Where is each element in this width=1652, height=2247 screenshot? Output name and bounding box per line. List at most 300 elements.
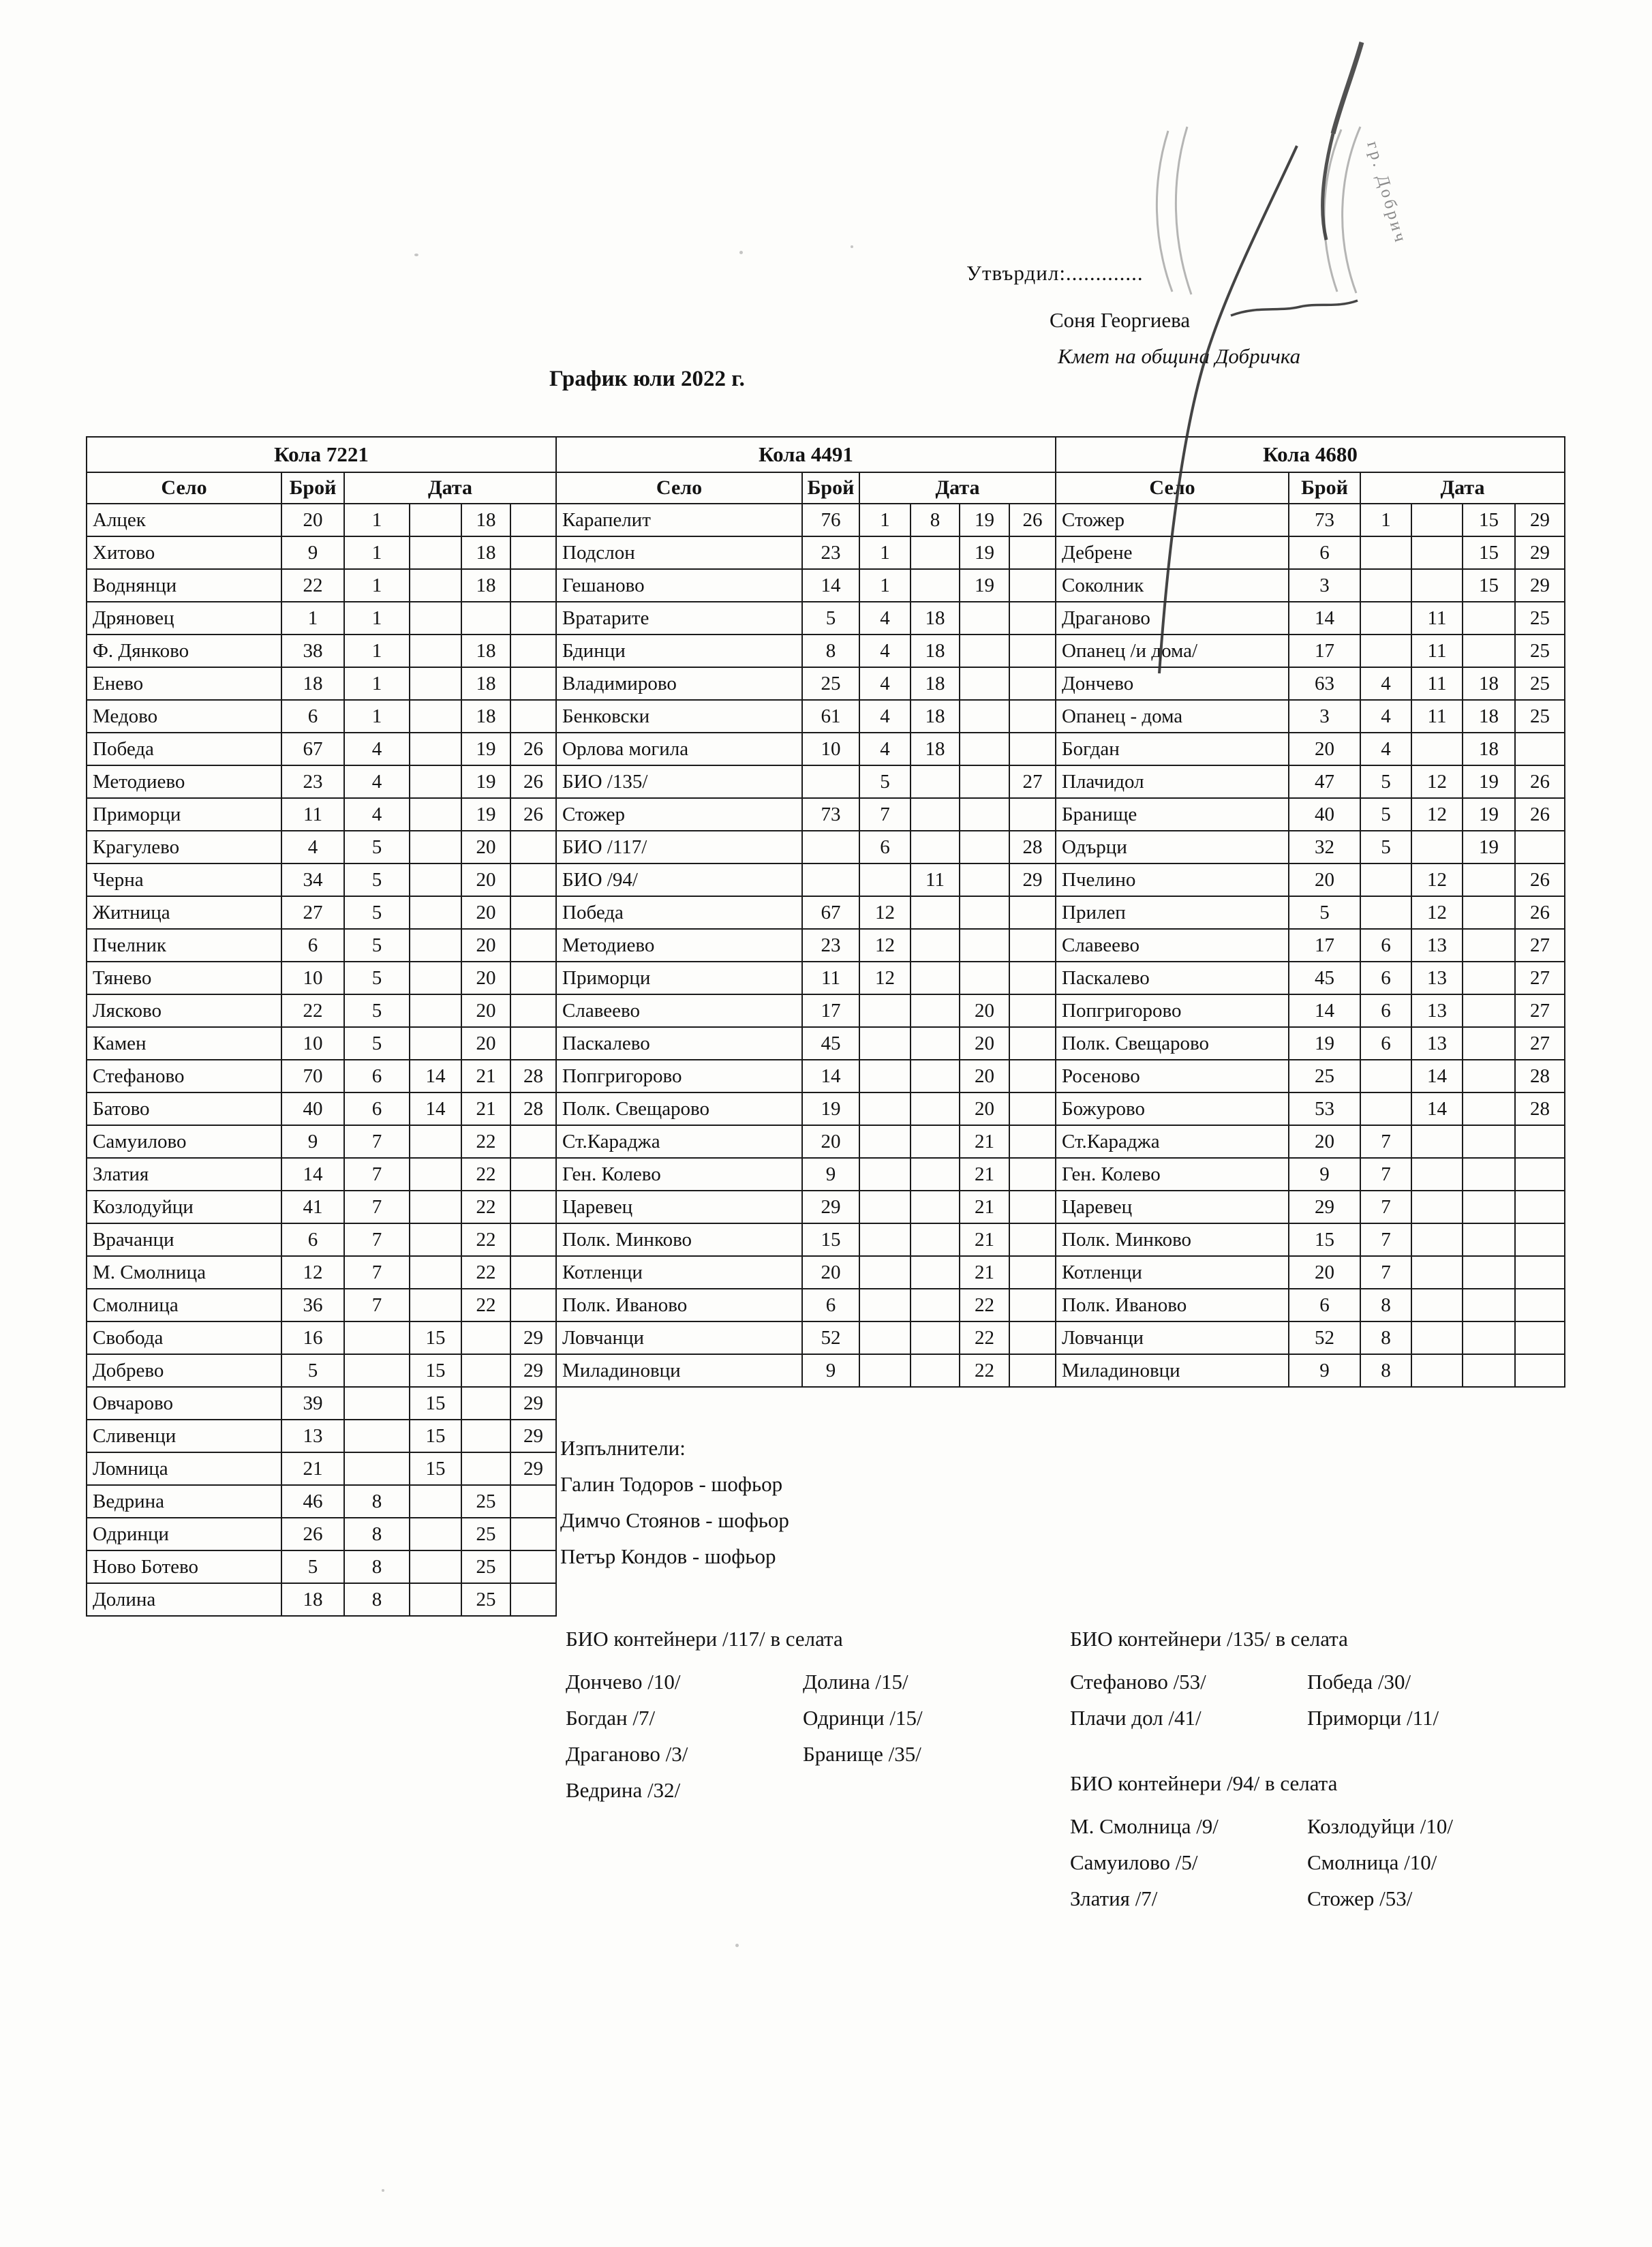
- approver-name: Соня Георгиева: [1050, 308, 1191, 332]
- date-cell: [410, 667, 461, 700]
- date-cell: [911, 1191, 960, 1223]
- date-cell: [1009, 1125, 1056, 1158]
- date-cell: [911, 1027, 960, 1060]
- executor-item: Петър Кондов - шофьор: [560, 1544, 776, 1568]
- count-cell: 3: [1289, 569, 1360, 602]
- count-cell: 16: [281, 1321, 344, 1354]
- date-cell: 25: [1515, 667, 1565, 700]
- bio-note-column: [1070, 1664, 1307, 1736]
- date-cell: [510, 635, 556, 667]
- date-cell: [1463, 863, 1515, 896]
- date-cell: [1463, 1027, 1515, 1060]
- date-cell: [911, 569, 960, 602]
- date-cell: 20: [461, 831, 510, 863]
- date-cell: 19: [461, 798, 510, 831]
- table-row: [87, 1223, 556, 1256]
- date-cell: [1360, 1060, 1411, 1092]
- date-cell: 5: [1360, 831, 1411, 863]
- date-cell: [410, 569, 461, 602]
- count-cell: 45: [802, 1027, 859, 1060]
- date-cell: [510, 700, 556, 733]
- date-cell: [1360, 602, 1411, 635]
- scan-speck: [382, 2189, 384, 2192]
- date-cell: [859, 1289, 911, 1321]
- village-cell: Ведрина: [87, 1485, 281, 1518]
- column-header-village: Село: [87, 472, 281, 504]
- date-cell: [1009, 798, 1056, 831]
- table-row: [1056, 504, 1565, 536]
- village-cell: Божурово: [1056, 1092, 1289, 1125]
- date-cell: 7: [344, 1125, 410, 1158]
- village-cell: Ст.Караджа: [1056, 1125, 1289, 1158]
- bio-note-block: [1070, 1765, 1453, 1916]
- signature-stroke: [1323, 42, 1362, 240]
- date-cell: [1463, 1060, 1515, 1092]
- date-cell: [1009, 1191, 1056, 1223]
- date-cell: 5: [344, 831, 410, 863]
- date-cell: 22: [461, 1289, 510, 1321]
- date-cell: 18: [461, 504, 510, 536]
- date-cell: [1515, 1191, 1565, 1223]
- table-row: [556, 569, 1056, 602]
- date-cell: 29: [510, 1387, 556, 1420]
- date-cell: 4: [859, 700, 911, 733]
- table-row: [556, 1092, 1056, 1125]
- village-cell: Дряновец: [87, 602, 281, 635]
- count-cell: 52: [1289, 1321, 1360, 1354]
- date-cell: [1463, 1354, 1515, 1387]
- date-cell: [410, 798, 461, 831]
- date-cell: 4: [344, 798, 410, 831]
- count-cell: 9: [281, 536, 344, 569]
- count-cell: 63: [1289, 667, 1360, 700]
- date-cell: 15: [410, 1420, 461, 1452]
- table-row: [1056, 635, 1565, 667]
- table-row: [1056, 1060, 1565, 1092]
- date-cell: 15: [1463, 536, 1515, 569]
- count-cell: 15: [1289, 1223, 1360, 1256]
- count-cell: 45: [1289, 962, 1360, 994]
- date-cell: 19: [1463, 798, 1515, 831]
- date-cell: 11: [1411, 700, 1463, 733]
- date-cell: [1009, 994, 1056, 1027]
- date-cell: [1463, 1191, 1515, 1223]
- date-cell: 26: [1515, 863, 1565, 896]
- date-cell: [1515, 1289, 1565, 1321]
- count-cell: 61: [802, 700, 859, 733]
- date-cell: 29: [510, 1420, 556, 1452]
- bio-note-item: Стефаново /53/: [1070, 1670, 1206, 1694]
- table-row: [556, 962, 1056, 994]
- village-cell: Черна: [87, 863, 281, 896]
- date-cell: [510, 994, 556, 1027]
- village-cell: Долина: [87, 1583, 281, 1616]
- date-cell: [960, 602, 1009, 635]
- date-cell: 4: [859, 733, 911, 765]
- scan-speck: [851, 245, 853, 248]
- date-cell: 5: [344, 896, 410, 929]
- column-header-village: Село: [1056, 472, 1289, 504]
- village-cell: Самуилово: [87, 1125, 281, 1158]
- bio-note-item: Богдан /7/: [566, 1706, 656, 1730]
- date-cell: 6: [344, 1060, 410, 1092]
- date-cell: [461, 1354, 510, 1387]
- count-cell: 38: [281, 635, 344, 667]
- scan-speck: [414, 254, 418, 256]
- count-cell: 6: [281, 700, 344, 733]
- date-cell: 21: [960, 1125, 1009, 1158]
- table-row: [87, 1060, 556, 1092]
- village-cell: Ген. Колево: [1056, 1158, 1289, 1191]
- date-cell: 6: [1360, 1027, 1411, 1060]
- date-cell: [911, 1354, 960, 1387]
- village-cell: Богдан: [1056, 733, 1289, 765]
- date-cell: [510, 1191, 556, 1223]
- date-cell: 6: [1360, 994, 1411, 1027]
- table-row: [87, 1158, 556, 1191]
- date-cell: 1: [344, 602, 410, 635]
- table-row: [556, 929, 1056, 962]
- date-cell: 22: [461, 1125, 510, 1158]
- bio-note-item: Самуилово /5/: [1070, 1850, 1198, 1874]
- date-cell: [410, 929, 461, 962]
- village-cell: Орлова могила: [556, 733, 802, 765]
- table-row: [556, 536, 1056, 569]
- date-cell: 27: [1515, 1027, 1565, 1060]
- date-cell: 13: [1411, 994, 1463, 1027]
- count-cell: 12: [281, 1256, 344, 1289]
- village-cell: Опанец - дома: [1056, 700, 1289, 733]
- date-cell: [410, 1256, 461, 1289]
- table-row: [87, 765, 556, 798]
- executor-item: Галин Тодоров - шофьор: [560, 1472, 783, 1496]
- village-cell: Смолница: [87, 1289, 281, 1321]
- count-cell: 19: [1289, 1027, 1360, 1060]
- date-cell: 11: [911, 863, 960, 896]
- table-row: [87, 863, 556, 896]
- date-cell: 21: [960, 1223, 1009, 1256]
- table-row: [556, 1191, 1056, 1223]
- table-row: [1056, 765, 1565, 798]
- count-cell: 26: [281, 1518, 344, 1550]
- date-cell: 13: [1411, 962, 1463, 994]
- date-cell: 12: [1411, 863, 1463, 896]
- bio-note-item: Бранище /35/: [803, 1742, 921, 1766]
- table-title: Кола 4491: [556, 437, 1056, 472]
- village-cell: Приморци: [556, 962, 802, 994]
- date-cell: [344, 1354, 410, 1387]
- date-cell: 27: [1009, 765, 1056, 798]
- count-cell: 11: [802, 962, 859, 994]
- table-row: [556, 896, 1056, 929]
- count-cell: 17: [1289, 635, 1360, 667]
- count-cell: 14: [281, 1158, 344, 1191]
- bio-note-item: Златия /7/: [1070, 1886, 1158, 1910]
- count-cell: 22: [281, 569, 344, 602]
- date-cell: 19: [1463, 765, 1515, 798]
- count-cell: 9: [1289, 1158, 1360, 1191]
- date-cell: 7: [344, 1191, 410, 1223]
- bio-note-item: Стожер /53/: [1307, 1886, 1413, 1910]
- date-cell: [410, 1485, 461, 1518]
- scan-speck: [735, 1944, 739, 1947]
- date-cell: 18: [911, 635, 960, 667]
- date-cell: [1009, 536, 1056, 569]
- count-cell: 40: [281, 1092, 344, 1125]
- village-cell: Бдинци: [556, 635, 802, 667]
- table-row: [87, 733, 556, 765]
- date-cell: [410, 1583, 461, 1616]
- date-cell: [1009, 929, 1056, 962]
- village-cell: БИО /94/: [556, 863, 802, 896]
- village-cell: Хитово: [87, 536, 281, 569]
- date-cell: 20: [461, 962, 510, 994]
- table-row: [1056, 700, 1565, 733]
- bio-note-block: [566, 1621, 923, 1808]
- count-cell: 40: [1289, 798, 1360, 831]
- date-cell: [1463, 962, 1515, 994]
- date-cell: [859, 863, 911, 896]
- date-cell: [911, 1321, 960, 1354]
- village-cell: Енево: [87, 667, 281, 700]
- date-cell: 7: [1360, 1256, 1411, 1289]
- date-cell: [960, 863, 1009, 896]
- count-cell: 11: [281, 798, 344, 831]
- date-cell: 14: [1411, 1092, 1463, 1125]
- date-cell: [1411, 733, 1463, 765]
- date-cell: 18: [461, 569, 510, 602]
- bio-note-title: БИО контейнери /117/ в селата: [566, 1627, 843, 1651]
- table-row: [87, 1092, 556, 1125]
- date-cell: [510, 1518, 556, 1550]
- date-cell: 18: [1463, 700, 1515, 733]
- table-row: [87, 1191, 556, 1223]
- date-cell: [410, 896, 461, 929]
- count-cell: 20: [281, 504, 344, 536]
- count-cell: 73: [1289, 504, 1360, 536]
- village-cell: Победа: [556, 896, 802, 929]
- count-cell: 20: [1289, 1125, 1360, 1158]
- date-cell: [410, 962, 461, 994]
- schedule-table-3: [1055, 436, 1565, 1388]
- count-cell: 23: [802, 536, 859, 569]
- schedule-tables: [86, 436, 1565, 1617]
- date-cell: 1: [344, 635, 410, 667]
- date-cell: 13: [1411, 929, 1463, 962]
- date-cell: [1009, 1289, 1056, 1321]
- village-cell: Вратарите: [556, 602, 802, 635]
- table-row: [87, 1027, 556, 1060]
- count-cell: 70: [281, 1060, 344, 1092]
- date-cell: 7: [859, 798, 911, 831]
- date-cell: 8: [1360, 1354, 1411, 1387]
- count-cell: 6: [281, 1223, 344, 1256]
- date-cell: [410, 536, 461, 569]
- village-cell: Ловчанци: [1056, 1321, 1289, 1354]
- count-cell: 20: [1289, 733, 1360, 765]
- table-row: [1056, 536, 1565, 569]
- date-cell: [410, 765, 461, 798]
- count-cell: 34: [281, 863, 344, 896]
- count-cell: 9: [281, 1125, 344, 1158]
- count-cell: 20: [1289, 863, 1360, 896]
- date-cell: 18: [461, 700, 510, 733]
- date-cell: 25: [461, 1485, 510, 1518]
- date-cell: [410, 602, 461, 635]
- village-cell: БИО /117/: [556, 831, 802, 863]
- date-cell: [1360, 863, 1411, 896]
- table-row: [87, 962, 556, 994]
- table-row: [87, 831, 556, 863]
- table-row: [1056, 1256, 1565, 1289]
- bio-note-item: Козлодуйци /10/: [1307, 1814, 1453, 1838]
- count-cell: 27: [281, 896, 344, 929]
- date-cell: [410, 1289, 461, 1321]
- column-header-date: Дата: [344, 472, 556, 504]
- table-row: [556, 1223, 1056, 1256]
- date-cell: [859, 1060, 911, 1092]
- table-row: [87, 1583, 556, 1616]
- date-cell: 8: [911, 504, 960, 536]
- village-cell: Ловчанци: [556, 1321, 802, 1354]
- table-row: [1056, 1092, 1565, 1125]
- date-cell: [859, 1321, 911, 1354]
- date-cell: 19: [960, 536, 1009, 569]
- table-row: [1056, 831, 1565, 863]
- village-cell: Полк. Свещарово: [1056, 1027, 1289, 1060]
- village-cell: Подслон: [556, 536, 802, 569]
- date-cell: 5: [1360, 798, 1411, 831]
- date-cell: [510, 1256, 556, 1289]
- date-cell: 18: [461, 635, 510, 667]
- date-cell: 1: [859, 504, 911, 536]
- date-cell: 14: [410, 1092, 461, 1125]
- count-cell: 67: [802, 896, 859, 929]
- table-row: [556, 700, 1056, 733]
- bio-note-column: [803, 1664, 923, 1808]
- date-cell: [1009, 1060, 1056, 1092]
- date-cell: 26: [1515, 765, 1565, 798]
- date-cell: 18: [1463, 667, 1515, 700]
- date-cell: [1463, 994, 1515, 1027]
- date-cell: [1463, 635, 1515, 667]
- date-cell: [510, 602, 556, 635]
- date-cell: [410, 831, 461, 863]
- bio-note-columns: [1070, 1808, 1453, 1916]
- date-cell: 4: [859, 667, 911, 700]
- schedule-table-1: [86, 436, 557, 1617]
- bio-note-item: Одринци /15/: [803, 1706, 923, 1730]
- date-cell: [960, 700, 1009, 733]
- date-cell: 11: [1411, 602, 1463, 635]
- date-cell: 21: [461, 1060, 510, 1092]
- date-cell: [1360, 896, 1411, 929]
- village-cell: Бенковски: [556, 700, 802, 733]
- table-row: [556, 667, 1056, 700]
- village-cell: Котленци: [556, 1256, 802, 1289]
- date-cell: [1411, 1191, 1463, 1223]
- date-cell: [911, 1125, 960, 1158]
- stamp-left-icon: [1157, 127, 1191, 294]
- village-cell: Камен: [87, 1027, 281, 1060]
- table-row: [556, 1060, 1056, 1092]
- village-cell: Царевец: [556, 1191, 802, 1223]
- date-cell: [859, 1354, 911, 1387]
- date-cell: [1515, 733, 1565, 765]
- date-cell: [510, 1125, 556, 1158]
- date-cell: [1411, 1289, 1463, 1321]
- schedule-table-2: [555, 436, 1056, 1388]
- date-cell: 8: [344, 1583, 410, 1616]
- table-row: [556, 504, 1056, 536]
- date-cell: 18: [911, 602, 960, 635]
- village-cell: Прилеп: [1056, 896, 1289, 929]
- date-cell: [1463, 1125, 1515, 1158]
- count-cell: 1: [281, 602, 344, 635]
- table-row: [556, 1354, 1056, 1387]
- bio-note-item: Ведрина /32/: [566, 1778, 681, 1802]
- date-cell: 25: [1515, 635, 1565, 667]
- village-cell: Алцек: [87, 504, 281, 536]
- table-row: [1056, 1321, 1565, 1354]
- date-cell: [859, 1256, 911, 1289]
- date-cell: 28: [510, 1060, 556, 1092]
- table-row: [87, 602, 556, 635]
- date-cell: [1360, 569, 1411, 602]
- count-cell: 6: [281, 929, 344, 962]
- date-cell: [510, 504, 556, 536]
- date-cell: 29: [510, 1321, 556, 1354]
- date-cell: [859, 1027, 911, 1060]
- table-row: [556, 1158, 1056, 1191]
- date-cell: [911, 765, 960, 798]
- date-cell: [1360, 1092, 1411, 1125]
- date-cell: 7: [344, 1289, 410, 1321]
- date-cell: [859, 1191, 911, 1223]
- count-cell: 47: [1289, 765, 1360, 798]
- count-cell: 23: [802, 929, 859, 962]
- date-cell: [510, 1485, 556, 1518]
- date-cell: 27: [1515, 962, 1565, 994]
- date-cell: 18: [911, 700, 960, 733]
- date-cell: [410, 1191, 461, 1223]
- date-cell: [1009, 1027, 1056, 1060]
- bio-note-block: [1070, 1621, 1439, 1736]
- date-cell: [410, 863, 461, 896]
- village-cell: Свобода: [87, 1321, 281, 1354]
- date-cell: [461, 602, 510, 635]
- date-cell: 29: [1515, 504, 1565, 536]
- count-cell: 6: [1289, 536, 1360, 569]
- date-cell: 20: [960, 1027, 1009, 1060]
- date-cell: 1: [344, 700, 410, 733]
- date-cell: [1515, 1223, 1565, 1256]
- date-cell: 20: [461, 896, 510, 929]
- date-cell: 26: [1515, 798, 1565, 831]
- village-cell: Миладиновци: [1056, 1354, 1289, 1387]
- date-cell: [859, 1125, 911, 1158]
- date-cell: [510, 896, 556, 929]
- date-cell: 12: [859, 962, 911, 994]
- date-cell: [1360, 635, 1411, 667]
- village-cell: Методиево: [556, 929, 802, 962]
- village-cell: Одърци: [1056, 831, 1289, 863]
- date-cell: [960, 896, 1009, 929]
- count-cell: 10: [281, 962, 344, 994]
- bio-note-item: Долина /15/: [803, 1670, 908, 1694]
- date-cell: 15: [410, 1387, 461, 1420]
- village-cell: Дебрене: [1056, 536, 1289, 569]
